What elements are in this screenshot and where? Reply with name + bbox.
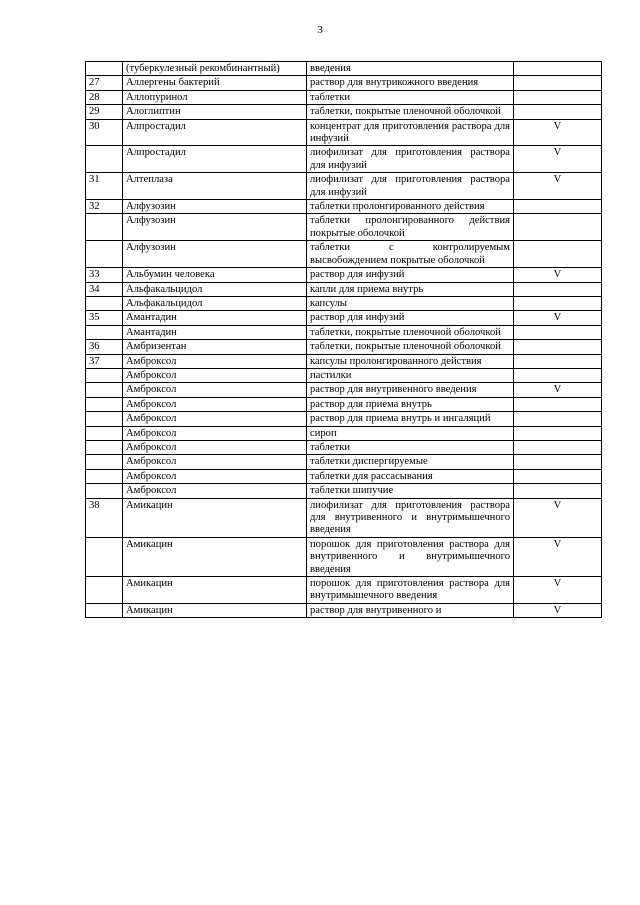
vital-mark-cell <box>514 90 602 104</box>
table-row <box>86 484 602 498</box>
drug-name-cell: Амброксол <box>123 484 307 498</box>
drug-name-cell: Амброксол <box>123 469 307 483</box>
drug-name-cell: Амброксол <box>123 397 307 411</box>
dosage-form-cell: таблетки шипучие <box>307 484 514 498</box>
row-number-cell: 28 <box>86 90 123 104</box>
row-number-cell: 36 <box>86 340 123 354</box>
dosage-form-cell: таблетки с контролируемым высвобождением покрытые оболочкой <box>307 241 514 268</box>
row-number-cell <box>86 469 123 483</box>
drug-name-cell: Альбумин человека <box>123 268 307 282</box>
drug-name-cell: Алтеплаза <box>123 173 307 200</box>
vital-mark-cell <box>514 62 602 76</box>
row-number-cell <box>86 537 123 576</box>
table-row <box>86 469 602 483</box>
row-number-cell <box>86 296 123 310</box>
table-row <box>86 455 602 469</box>
drug-name-cell: (туберкулезный рекомбинантный) <box>123 62 307 76</box>
row-number-cell <box>86 455 123 469</box>
dosage-form-cell: таблетки <box>307 90 514 104</box>
dosage-form-cell: лиофилизат для приготовления раствора для инфузий <box>307 146 514 173</box>
dosage-form-cell: раствор для внутрикожного введения <box>307 76 514 90</box>
table-row <box>86 412 602 426</box>
dosage-form-cell: раствор для инфузий <box>307 268 514 282</box>
vital-mark-cell <box>514 214 602 241</box>
dosage-form-cell: концентрат для приготовления раствора для инфузий <box>307 119 514 146</box>
dosage-form-cell: капли для приема внутрь <box>307 282 514 296</box>
table-row <box>86 90 602 104</box>
vital-mark-cell <box>514 241 602 268</box>
vital-mark-cell <box>514 484 602 498</box>
dosage-form-cell: капсулы <box>307 296 514 310</box>
drug-name-cell: Амброксол <box>123 440 307 454</box>
vital-mark-cell <box>514 340 602 354</box>
drug-name-cell: Амброксол <box>123 354 307 368</box>
table-row <box>86 354 602 368</box>
dosage-form-cell: таблетки, покрытые пленочной оболочкой <box>307 340 514 354</box>
dosage-form-cell: капсулы пролонгированного действия <box>307 354 514 368</box>
vital-mark-cell <box>514 469 602 483</box>
table-row <box>86 105 602 119</box>
vital-mark-cell <box>514 354 602 368</box>
table-row <box>86 76 602 90</box>
row-number-cell: 35 <box>86 311 123 325</box>
vital-mark-cell: V <box>514 577 602 604</box>
drug-name-cell: Амантадин <box>123 311 307 325</box>
drug-name-cell: Амброксол <box>123 412 307 426</box>
dosage-form-cell: таблетки для рассасывания <box>307 469 514 483</box>
drug-name-cell: Альфакальцидол <box>123 282 307 296</box>
drug-name-cell: Алпростадил <box>123 146 307 173</box>
dosage-form-cell: раствор для внутривенного и <box>307 603 514 617</box>
drug-list-body <box>86 62 602 618</box>
dosage-form-cell: раствор для приема внутрь и ингаляций <box>307 412 514 426</box>
row-number-cell <box>86 146 123 173</box>
table-row <box>86 311 602 325</box>
vital-mark-cell: V <box>514 383 602 397</box>
row-number-cell <box>86 62 123 76</box>
drug-name-cell: Амброксол <box>123 368 307 382</box>
drug-name-cell: Алпростадил <box>123 119 307 146</box>
row-number-cell: 27 <box>86 76 123 90</box>
dosage-form-cell: раствор для внутривенного введения <box>307 383 514 397</box>
table-row <box>86 62 602 76</box>
vital-mark-cell <box>514 455 602 469</box>
dosage-form-cell: таблетки, покрытые пленочной оболочкой <box>307 105 514 119</box>
dosage-form-cell: раствор для инфузий <box>307 311 514 325</box>
row-number-cell <box>86 440 123 454</box>
row-number-cell <box>86 214 123 241</box>
table-row <box>86 426 602 440</box>
table-row <box>86 603 602 617</box>
table-row <box>86 397 602 411</box>
vital-mark-cell: V <box>514 537 602 576</box>
row-number-cell: 38 <box>86 498 123 537</box>
dosage-form-cell: таблетки <box>307 440 514 454</box>
dosage-form-cell: порошок для приготовления раствора для внутривенного и внутримышечного введения <box>307 537 514 576</box>
dosage-form-cell: раствор для приема внутрь <box>307 397 514 411</box>
table-row <box>86 214 602 241</box>
row-number-cell <box>86 383 123 397</box>
vital-mark-cell <box>514 426 602 440</box>
vital-mark-cell <box>514 325 602 339</box>
vital-mark-cell: V <box>514 173 602 200</box>
row-number-cell: 33 <box>86 268 123 282</box>
table-row <box>86 241 602 268</box>
table-row <box>86 368 602 382</box>
vital-mark-cell <box>514 296 602 310</box>
table-row <box>86 440 602 454</box>
table-row <box>86 537 602 576</box>
vital-mark-cell <box>514 105 602 119</box>
vital-mark-cell <box>514 76 602 90</box>
dosage-form-cell: пастилки <box>307 368 514 382</box>
drug-name-cell: Амикацин <box>123 603 307 617</box>
dosage-form-cell: таблетки пролонгированного действия покрытые оболочкой <box>307 214 514 241</box>
row-number-cell: 31 <box>86 173 123 200</box>
row-number-cell: 34 <box>86 282 123 296</box>
dosage-form-cell: введения <box>307 62 514 76</box>
dosage-form-cell: таблетки, покрытые пленочной оболочкой <box>307 325 514 339</box>
vital-mark-cell <box>514 440 602 454</box>
dosage-form-cell: порошок для приготовления раствора для внутримышечного введения <box>307 577 514 604</box>
table-row <box>86 498 602 537</box>
row-number-cell: 29 <box>86 105 123 119</box>
table-row <box>86 577 602 604</box>
table-row <box>86 268 602 282</box>
dosage-form-cell: сироп <box>307 426 514 440</box>
vital-mark-cell: V <box>514 498 602 537</box>
vital-mark-cell: V <box>514 119 602 146</box>
vital-mark-cell <box>514 282 602 296</box>
drug-name-cell: Алфузозин <box>123 214 307 241</box>
drug-name-cell: Алоглиптин <box>123 105 307 119</box>
dosage-form-cell: лиофилизат для приготовления раствора для инфузий <box>307 173 514 200</box>
row-number-cell: 30 <box>86 119 123 146</box>
table-row <box>86 296 602 310</box>
table-row <box>86 325 602 339</box>
table-row <box>86 173 602 200</box>
table-row <box>86 340 602 354</box>
dosage-form-cell: таблетки диспергируемые <box>307 455 514 469</box>
drug-name-cell: Амантадин <box>123 325 307 339</box>
drug-name-cell: Амброксол <box>123 426 307 440</box>
table-row <box>86 383 602 397</box>
table-row <box>86 146 602 173</box>
page-number: 3 <box>317 24 323 36</box>
vital-mark-cell: V <box>514 268 602 282</box>
vital-mark-cell <box>514 368 602 382</box>
row-number-cell: 32 <box>86 200 123 214</box>
drug-name-cell: Амикацин <box>123 537 307 576</box>
dosage-form-cell: лиофилизат для приготовления раствора для внутривенного и внутримышечного введения <box>307 498 514 537</box>
table-row <box>86 200 602 214</box>
row-number-cell <box>86 577 123 604</box>
drug-name-cell: Амброксол <box>123 455 307 469</box>
drug-name-cell: Аллопуринол <box>123 90 307 104</box>
drug-name-cell: Амброксол <box>123 383 307 397</box>
drug-name-cell: Амбризентан <box>123 340 307 354</box>
vital-mark-cell <box>514 412 602 426</box>
drug-name-cell: Амикацин <box>123 577 307 604</box>
drug-list-table <box>85 61 602 618</box>
dosage-form-cell: таблетки пролонгированного действия <box>307 200 514 214</box>
row-number-cell <box>86 397 123 411</box>
row-number-cell <box>86 484 123 498</box>
drug-name-cell: Алфузозин <box>123 241 307 268</box>
row-number-cell <box>86 241 123 268</box>
row-number-cell <box>86 603 123 617</box>
row-number-cell <box>86 368 123 382</box>
row-number-cell <box>86 325 123 339</box>
row-number-cell <box>86 412 123 426</box>
vital-mark-cell <box>514 200 602 214</box>
vital-mark-cell: V <box>514 311 602 325</box>
drug-name-cell: Алфузозин <box>123 200 307 214</box>
vital-mark-cell: V <box>514 146 602 173</box>
drug-name-cell: Аллергены бактерий <box>123 76 307 90</box>
drug-name-cell: Альфакальцидол <box>123 296 307 310</box>
table-row <box>86 119 602 146</box>
row-number-cell: 37 <box>86 354 123 368</box>
drug-name-cell: Амикацин <box>123 498 307 537</box>
vital-mark-cell: V <box>514 603 602 617</box>
row-number-cell <box>86 426 123 440</box>
table-row <box>86 282 602 296</box>
vital-mark-cell <box>514 397 602 411</box>
